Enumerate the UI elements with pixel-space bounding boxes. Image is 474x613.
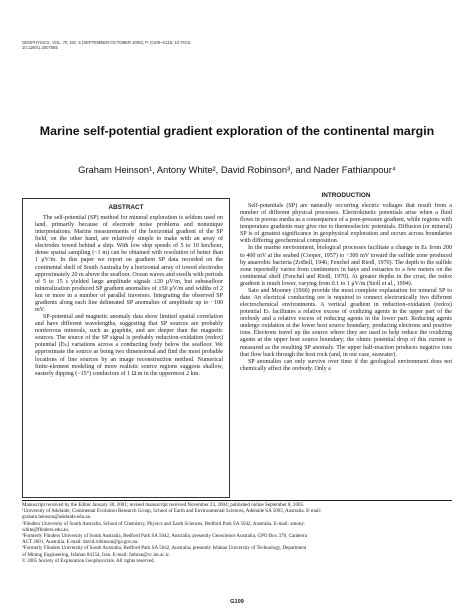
footnote-line: Manuscript received by the Editor January 30, 2001; revised manuscript received November 23, 2004; published online September 8, 2005. — [22, 502, 305, 508]
footnote-line: © 2005 Society of Exploration Geophysicists. All rights reserved. — [22, 557, 155, 564]
footnote-line: ³Formerly Flinders University of South Australia, Bedford Park SA 5042, Australia; presently Geoscience Australia, GPO Box 378, Canberra — [22, 533, 308, 540]
footnote-line: ²Flinders University of South Australia, School of Chemistry, Physics and Earth Sciences, Bedford Park SA 5042, Australia. E-mail: antony. — [22, 520, 305, 527]
footnote-line: ¹University of Adelaide, Continental Evolution Research Group, School of Earth and Environmental Sciences, Adelaide SA 5005, Australia. E-mail: — [22, 508, 322, 515]
footnote-line: ⁴Formerly Flinders University of South Australia, Bedford Park SA 5042, Australia; presently Isfahan University of Technology, Department — [22, 545, 307, 552]
paper-title: Marine self-potential gradient exploration of the continental margin — [39, 124, 435, 138]
abstract-box — [22, 198, 230, 498]
page-number: G109 — [230, 599, 244, 605]
abstract-paragraph: The self-potential (SP) method for mineral exploration is seldom used on land, primarily because of electrode noise problems and nonunique interpretations. Marine measurements of the horizontal gradient of the SP field, on the other hand, are relatively simple to make with an array of electrodes towed behind a ship. With low ship speeds of 5 to 10 km/hour, dense spatial sampling (~1 m) can be obtained with resolution of better than 1 μV/m. In this paper we report on gradient SP data recorded on the continental shelf of South Australia by a horizontal array of towed electrodes approximately 20 m above the seafloor. Ocean waves and swells with periods of 5 to 15 s yielded large amplitude signals ±20 μV/m, but subseafloor mineralization produced SP gradient anomalies of ±50 μV/m and widths of 2 km or more in a number of parallel traverses. Integrating the observed SP gradients along each line delineated SP anomalies of amplitude up to −100 mV. — [35, 215, 223, 314]
abstract-paragraph: SP-potential and magnetic anomaly data show limited spatial correlation and have different wavelengths, suggesting that SP sources are probably nonferrous minerals, such as graphite, and are deeper than the magnetic sources. The source of the SP signal is probably reduction-oxidation (redox) potential (Eₕ) variations across a conducting body below the seafloor. We approximate the source as being two dimensional and find the most probable locations of line sources by an image reconstruction method. Numerical finite-element modeling of more realistic source regions suggests shallow, easterly dipping (~15°) conductors of 1 Ω.m in the uppermost 2 km. — [35, 314, 223, 377]
introduction-section — [240, 192, 452, 373]
introduction-paragraph: Self-potentials (SP) are naturally occurring electric voltages that result from a number of different physical processes. Electrokinetic potentials arise when a fluid flows in porous media as a consequence of a pore-pressure gradient, while regions with temperature gradients may give rise to thermoelectric potentials. Diffusion (or mineral) SP is of greatest significance in geophysical exploration and occurs across boundaries with differing geochemical composition. — [240, 203, 452, 245]
abstract-body — [35, 215, 223, 378]
introduction-heading: INTRODUCTION — [321, 192, 371, 199]
footnote-line: ACT 2601, Australia. E-mail: david.robinson@ga.gov.au. — [22, 539, 139, 546]
abstract-heading: ABSTRACT — [108, 204, 144, 211]
footnote-line: of Mining Engineering, Isfahan 84154, Iran. E-mail: fathian@cc.iut.ac.ir. — [22, 551, 170, 558]
author-list: Graham Heinson¹, Antony White², David Robinson³, and Nader Fathianpour⁴ — [78, 164, 396, 175]
footnote-line: graham.heinson@adelaide.edu.au. — [22, 514, 92, 521]
footnotes — [22, 502, 452, 564]
journal-header — [22, 40, 252, 50]
footnote-line: white@flinders.edu.au. — [22, 526, 70, 533]
introduction-paragraph: In the marine environment, biological processes facilitate a change in Eₕ from 200 to 400 mV at the seabed (Cooper, 1957) to −300 mV toward the sulfide zone produced by anaerobic bacteria (ZoBell, 1946; Fenchel and Riedl, 1970). The depth to the sulfide zone reportedly varies from centimeters in bays and estuaries to a few meters on the continental shelf (Fenchel and Riedl, 1970). At greater depths in the crust, the redox gradient is much lower, varying from 0.1 to 1 μV/m (Stoll et al., 1994). — [240, 245, 452, 287]
journal-citation: GEOPHYSICS, VOL. 70, NO. 5 (SEPTEMBER-OCTOBER 2005); P. G109–G118, 10 FIGS. — [22, 40, 192, 45]
introduction-paragraph: SP anomalies can only survive over time if the geological environment does not chemically affect the orebody. Only a — [240, 358, 452, 372]
footnote-divider — [22, 500, 452, 501]
doi: 10.1190/1.2007585 — [22, 45, 58, 51]
introduction-paragraph: Sato and Mooney (1960) provide the most complete explanation for mineral SP to date. An electrical conducting ore is required to connect electronically two different electrochemical environments. A vertical gradient in reduction-oxidation (redox) potential Eₕ facilitates a relative excess of oxidizing agents in the upper part of the orebody and a relative excess of reducing agents in the lower part. Reducing agents undergo oxidation at the lower host source boundary, producing electrons and positive ions. Electrons travel up the source where they are used to help reduce the oxidizing agents at the upper host source boundary; the ohmic potential drop of this current is measured as the resulting SP anomaly. The upper half-reaction produces negative ions that flow back through the host rock (and, in our case, seawater). — [240, 287, 452, 358]
